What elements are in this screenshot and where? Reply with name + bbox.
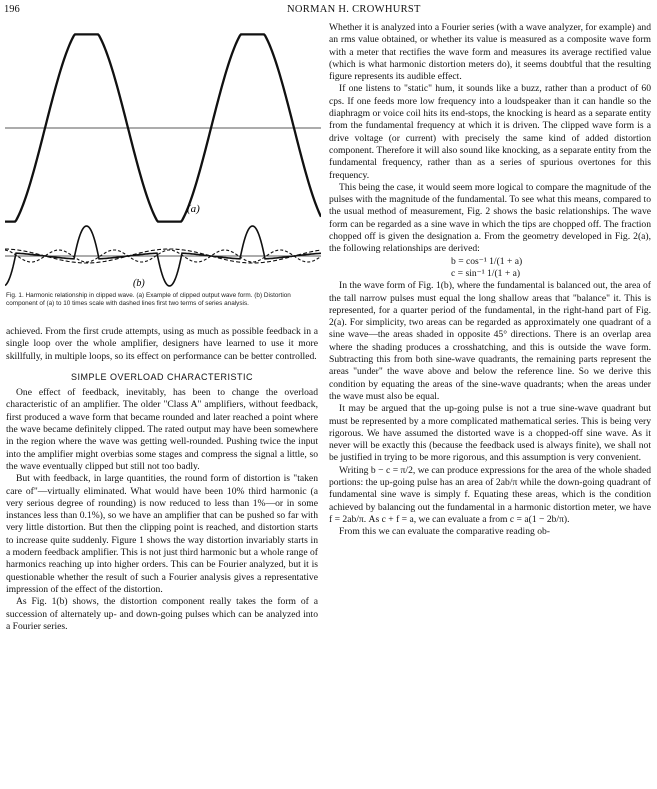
- figure-label-b: (b): [133, 278, 145, 289]
- paragraph: But with feedback, in large quantities, the round form of distortion is "taken care of"—virtually eliminated. What would have been 10% third harmonic (a very serious degree of rounding) is now reduced to less than 1%—or in some instances less than 0.1%), so we have an amplifier that can be pushed so far with very little distortion. But then the clipping point is reached, and distortion starts to increase quite suddenly. Figure 1 shows the way distortion invariably starts in a modern feedback amplifier. This is not just third harmonic but a whole range of harmonics reaching up into higher orders. This can be Fourier analyzed, but it is questionable whether the result of such a Fourier analysis gives a representative impression of the effect of the distortion.: [6, 473, 318, 595]
- figure-1: [5, 24, 321, 290]
- paragraph: This being the case, it would seem more logical to compare the magnitude of the pulses with the magnitude of the fundamental. To see what this means, compared to the usual method of measurement, Fig. 2 shows the basic relationships. The wave form can be regarded as a sine wave in which the tips are chopped off. The fraction chopped off is given the designation a. From the geometry developed in Fig. 2(a), the following relationships are derived:: [329, 181, 651, 255]
- paragraph: If one listens to "static" hum, it sounds like a buzz, rather than a product of 60 cps. If one feeds more low frequency into a loudspeaker than it can handle so the diaphragm or voice coil hits its end-stops, the knocking is heard as a separate entity from the fundamental frequency at which it is driven. The clipped wave form is a drive voltage (or current) with precisely the same kind of added distortion component. Therefore it will also sound like knocking, as a separate entity from the fundamental frequency, rather than as a series of spurious overtones for this frequency.: [329, 83, 651, 181]
- paragraph: From this we can evaluate the comparative reading ob-: [339, 526, 550, 538]
- paragraph: As Fig. 1(b) shows, the distortion component really takes the form of a succession of alternately up- and down-going pulses which can be analyzed into a Fourier series.: [6, 596, 318, 632]
- paragraph: achieved. From the first crude attempts, using as much as possible feedback in a single loop over the whole amplifier, designers have learned to use it more skillfully, in multiple loops, so its effect on performance can be better controlled.: [6, 326, 318, 362]
- running-head-author: NORMAN H. CROWHURST: [287, 4, 421, 15]
- left-column: [6, 326, 318, 633]
- page-header: [4, 4, 649, 20]
- figure-caption: Fig. 1. Harmonic relationship in clipped wave. (a) Example of clipped output wave form. (b) Distortion component of (a) to 10 times scale with dashed lines first two terms of series analysis.: [6, 292, 291, 308]
- equation-b: b = cos⁻¹ 1/(1 + a): [451, 255, 523, 267]
- paragraph: Whether it is analyzed into a Fourier series (with a wave analyzer, for example) and an rms value obtained, or whether its value is measured as a composite wave form with a meter that rectifies the wave form and measures its average rectified value (which is what harmonic distortion meters do), it seems doubtful that the resulting figure represents its audible effect.: [329, 22, 651, 83]
- right-column: [329, 22, 651, 538]
- page-number: 196: [4, 4, 20, 15]
- figure-1a-clipped-wave: [5, 34, 321, 221]
- paragraph: In the wave form of Fig. 1(b), where the fundamental is balanced out, the area of the tall narrow pulses must equal the long shallow areas that "balance" it. This is represented, for a quarter period of the fundamental, in the right-hand part of Fig. 2(a). For simplicity, two areas can be regarded as approximately one quadrant of a sine wave—the areas shaded in opposite 45° directions. There is an overlap area where the shading produces a crosshatching, and this is outside the wave form. Subtracting this from both sine-wave quadrants, the remaining parts represent the areas "under" the wave above and below the reference line. So we derive this condition by equating the areas of the sine-wave quadrants; when the areas under the wave must also be equal.: [329, 280, 651, 402]
- figure-1b-distortion-component: [5, 226, 321, 289]
- section-heading: SIMPLE OVERLOAD CHARACTERISTIC: [70, 371, 254, 382]
- paragraph: It may be argued that the up-going pulse is not a true sine-wave quadrant but must be represented by a more complicated mathematical series. This is being very rigorous. We have assumed the distorted wave is a chopped-off sine wave. As it never will be exactly this (because the feedback used is always finite), we shall not be justified in trying to be more rigorous, and this assumption is very convenient.: [329, 403, 651, 464]
- equation-c: c = sin⁻¹ 1/(1 + a): [451, 267, 521, 279]
- figure-label-a: (a): [187, 203, 200, 215]
- paragraph: Writing b − c = π/2, we can produce expressions for the area of the whole shaded portions: the up-going pulse has an area of 2ab/π while the down-going quadrant of fundamental sine wave is simply f. Equating these areas, which is the condition achieved by balancing out the fundamental in a harmonic distortion meter, we have f = 2ab/π. As c + f = a, we can evaluate a from c = a(1 − 2b/π).: [329, 464, 651, 525]
- paragraph: One effect of feedback, inevitably, has been to change the overload characteristic of an amplifier. The older "Class A" amplifiers, without feedback, first produced a wave form that became rounded and later reached a point where the wave became definitely clipped. The rated output may have been somewhere in the region where the wave was getting well-rounded. Pushing twice the input into the amplifier might overbias some stages and compress the signal a little, so the wave eventually clipped but still not too badly.: [6, 387, 318, 472]
